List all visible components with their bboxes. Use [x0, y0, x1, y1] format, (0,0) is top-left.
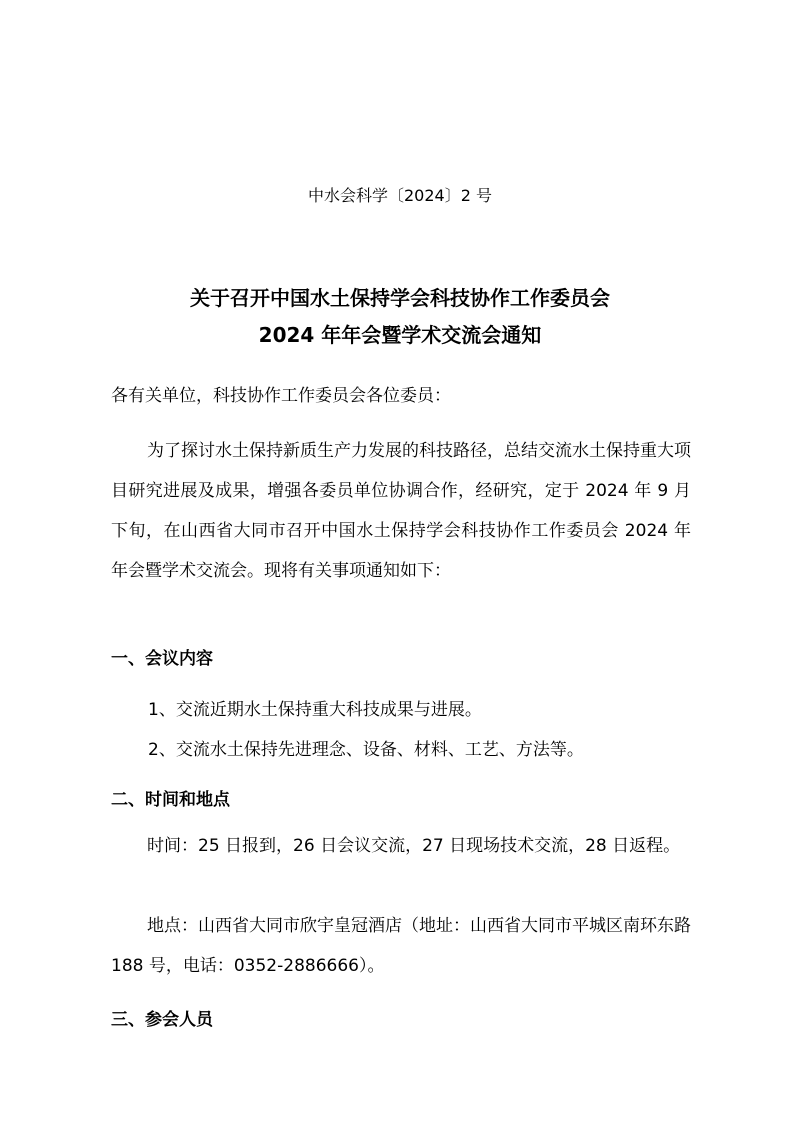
meeting-content-item-1: 1、交流近期水土保持重大科技成果与进展。	[148, 700, 482, 720]
document-title	[100, 280, 700, 354]
section-heading-time-place: 二、时间和地点	[111, 790, 230, 810]
section-heading-meeting-content: 一、会议内容	[111, 649, 213, 669]
title-line-2: 2024 年年会暨学术交流会通知	[258, 323, 542, 347]
salutation: 各有关单位，科技协作工作委员会各位委员：	[111, 386, 451, 406]
intro-paragraph: 为了探讨水土保持新质生产力发展的科技路径，总结交流水土保持重大项目研究进展及成果，增强各委员单位协调合作，经研究，定于 2024 年 9 月下旬，在山西省大同市召开中国水土保持学会科技协作工作委员会 2024 年年会暨学术交流会。现将有关事项通知如下：	[111, 441, 691, 581]
section-heading-participants: 三、参会人员	[111, 1010, 213, 1030]
document-number: 中水会科学〔2024〕2 号	[308, 186, 492, 205]
time-paragraph: 时间：25 日报到，26 日会议交流，27 日现场技术交流，28 日返程。	[147, 836, 681, 856]
title-line-1: 关于召开中国水土保持学会科技协作工作委员会	[190, 286, 610, 310]
meeting-content-item-2: 2、交流水土保持先进理念、设备、材料、工艺、方法等。	[148, 740, 584, 760]
place-paragraph: 地点：山西省大同市欣宇皇冠酒店（地址：山西省大同市平城区南环东路 188 号，电话：0352-2886666）。	[111, 916, 691, 976]
